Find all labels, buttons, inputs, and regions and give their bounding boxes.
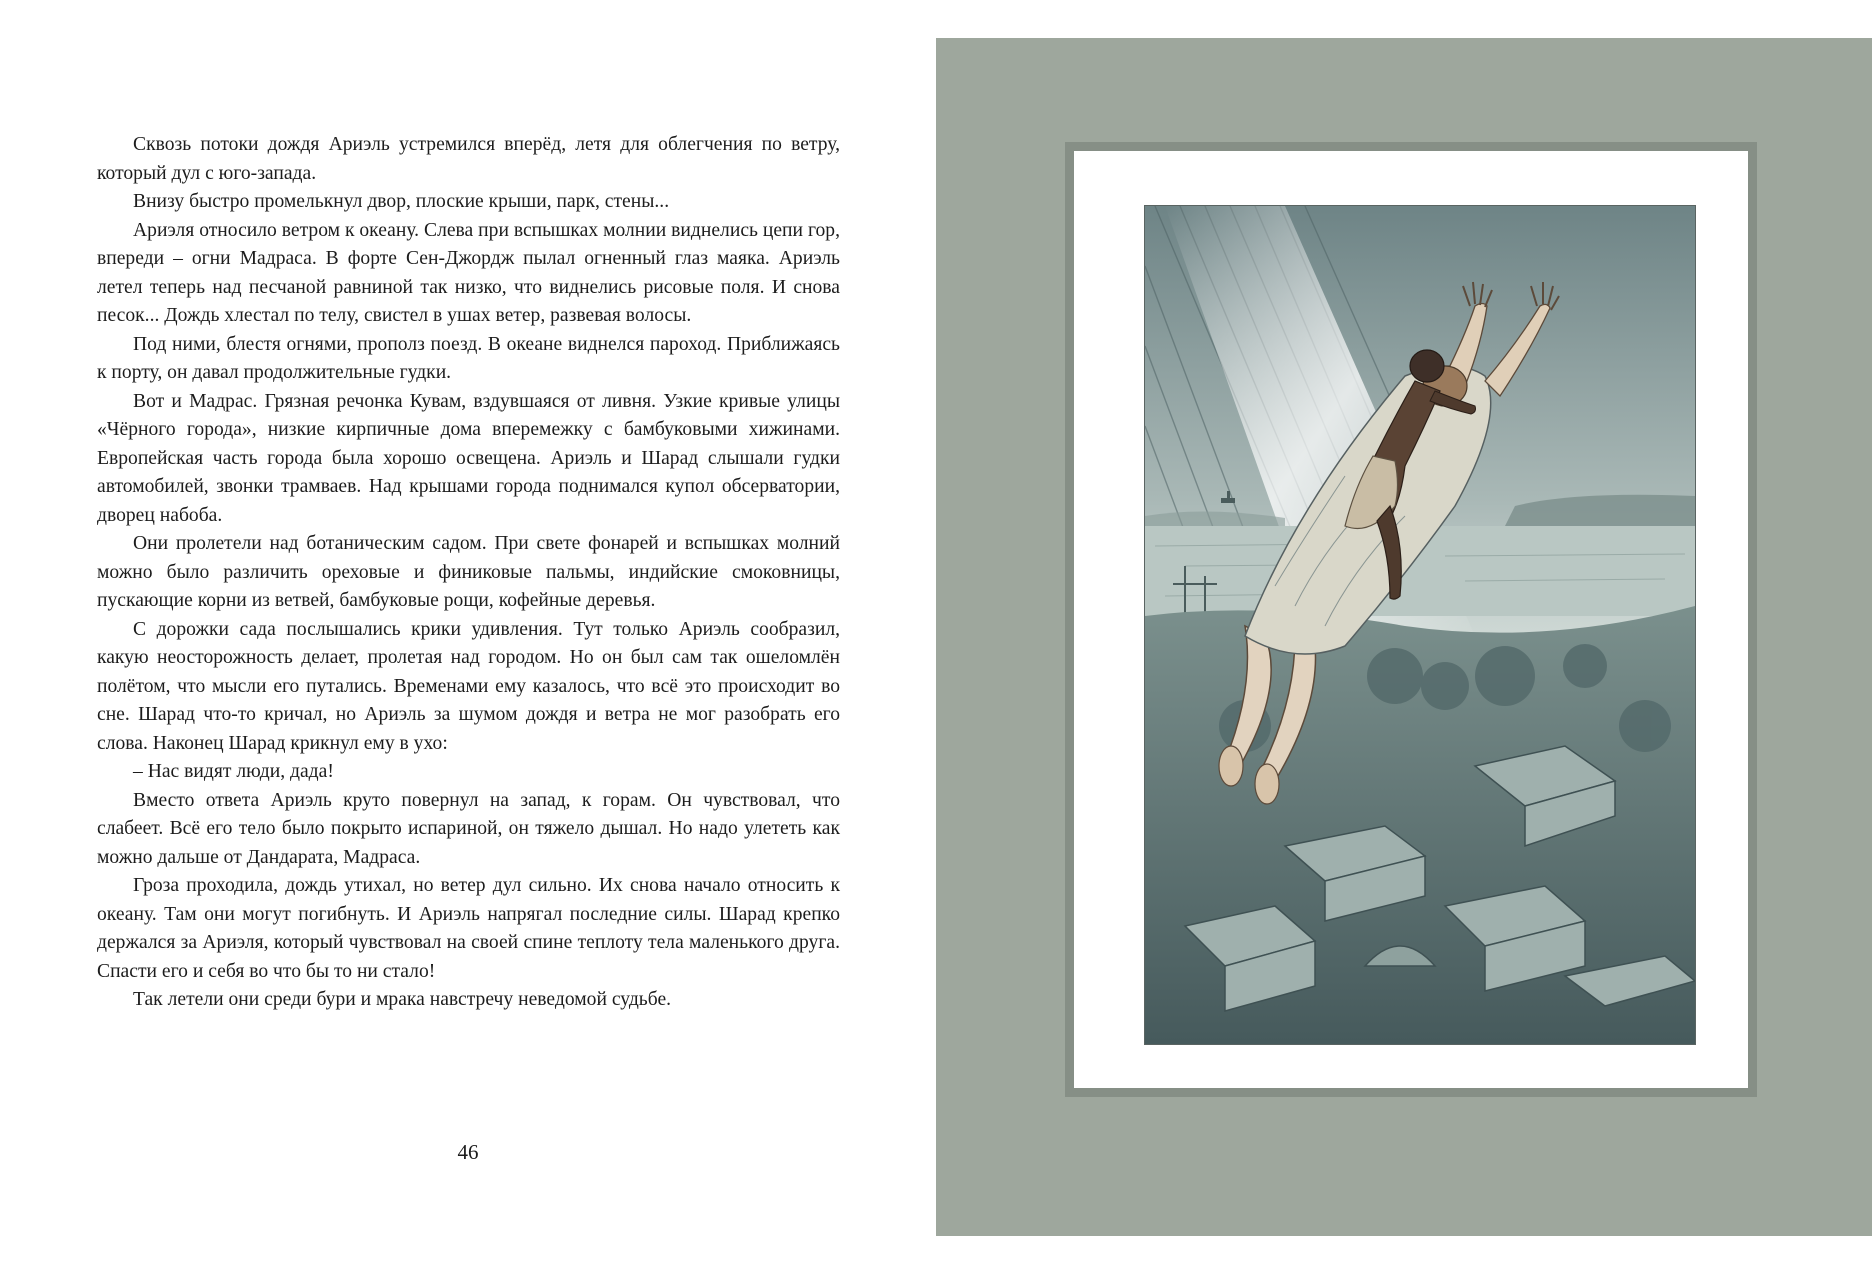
paragraph: Вот и Мадрас. Грязная речонка Кувам, вздувшаяся от ливня. Узкие кривые улицы «Чёрного города», низкие кирпичные дома вперемежку с бамбуковыми хижинами. Европейская часть города была хорошо освещена. Ариэль и Шарад слышали гудки автомобилей, звонки трамваев. Над крышами города поднимался купол обсерватории, дворец набоба. xyxy=(97,390,840,526)
illustration-frame xyxy=(1065,142,1757,1097)
paragraph: Вместо ответа Ариэль круто повернул на запад, к горам. Он чувствовал, что слабеет. Всё его тело было покрыто испариной, он тяжело дышал. Но надо улететь как можно дальше от Дандарата, Мадраса. xyxy=(97,789,840,868)
paragraph: Так летели они среди бури и мрака навстречу неведомой судьбе. xyxy=(133,989,672,1010)
text-block xyxy=(97,131,840,1015)
paragraph: Внизу быстро промелькнул двор, плоские крыши, парк, стены... xyxy=(133,191,670,212)
paragraph: Они пролетели над ботаническим садом. При свете фонарей и вспышках молний можно было различить ореховые и финиковые пальмы, индийские смоковницы, пускающие корни из ветвей, бамбуковые рощи, кофейные деревья. xyxy=(97,533,840,611)
illustration-mat xyxy=(1074,151,1748,1088)
paragraph: Под ними, блестя огнями, прополз поезд. В океане виднелся пароход. Приближаясь к порту, он давал продолжительные гудки. xyxy=(97,333,840,383)
flying-figures-illustration xyxy=(1145,206,1695,1044)
paragraph: С дорожки сада послышались крики удивления. Тут только Ариэль сообразил, какую неосторожность делает, пролетая над городом. Но он был сам так ошеломлён полётом, что мысли его путались. Временами ему казалось, что всё это происходит во сне. Шарад что-то кричал, но Ариэль за шумом дождя и ветра не мог разобрать его слова. Наконец Шарад крикнул ему в ухо: xyxy=(97,618,840,754)
paragraph: Сквозь потоки дождя Ариэль устремился вперёд, летя для облегчения по ветру, который дул с юго-запада. xyxy=(97,134,840,184)
illustration xyxy=(1144,205,1696,1045)
right-page xyxy=(936,38,1872,1236)
dialogue-line: – Нас видят люди, дада! xyxy=(133,761,334,782)
page-number: 46 xyxy=(457,1140,479,1164)
paragraph: Ариэля относило ветром к океану. Слева при вспышках молнии виднелись цепи гор, впереди – огни Мадраса. В форте Сен-Джордж пылал огненный глаз маяка. Ариэль летел теперь над песчаной равниной так низко, что виднелись рисовые поля. И снова песок... Дождь хлестал по телу, свистел в ушах ветер, развевая волосы. xyxy=(97,219,840,326)
paragraph: Гроза проходила, дождь утихал, но ветер дул сильно. Их снова начало относить к океану. Там они могут погибнуть. И Ариэль напрягал последние силы. Шарад крепко держался за Ариэля, который чувствовал на своей спине теплоту тела маленького друга. Спасти его и себя во что бы то ни стало! xyxy=(97,875,840,982)
